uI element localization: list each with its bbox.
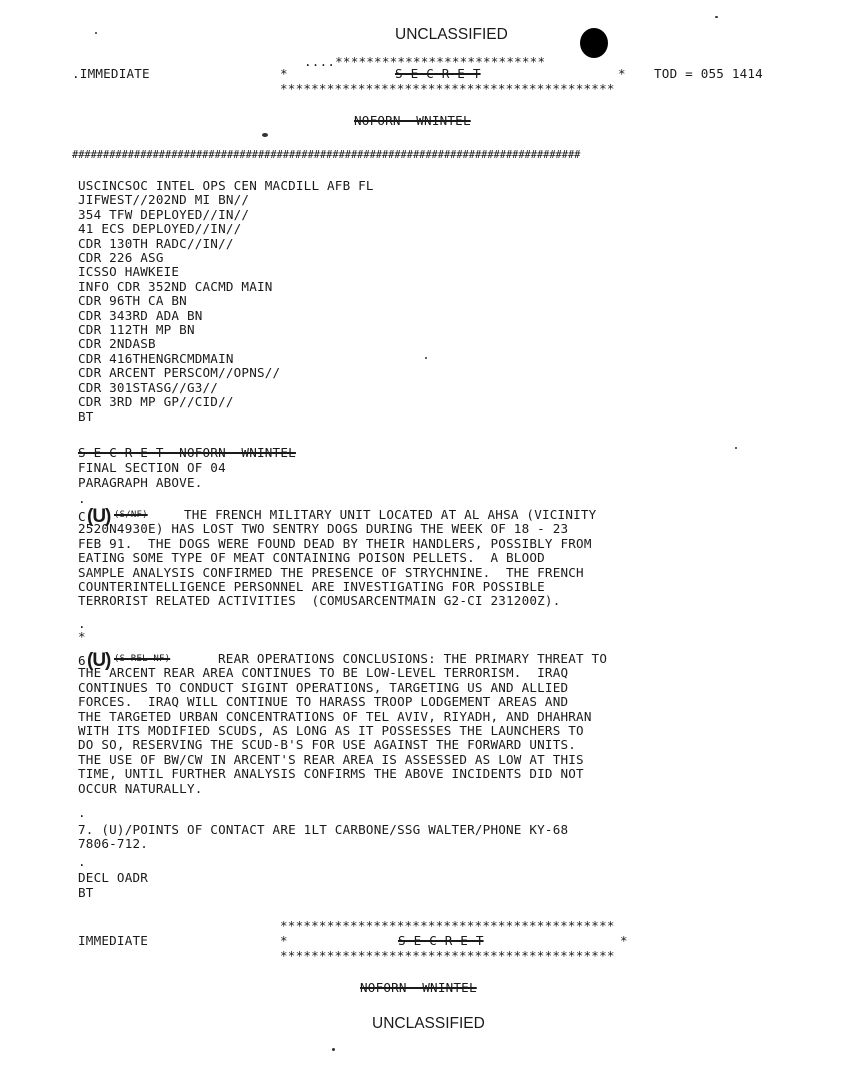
header-stars-bottom: ******************************************* [280, 81, 615, 96]
addressee-line: CDR 416THENGRCMDMAIN [78, 350, 234, 366]
separator-star: * [78, 629, 86, 644]
addressee-line: ICSSO HAWKEIE [78, 264, 180, 280]
addressee-line: CDR 3RD MP GP//CID// [78, 394, 234, 410]
scan-speck [332, 1048, 335, 1051]
addressee-line: CDR 301STASG//G3// [78, 379, 219, 395]
paragraph-5 [78, 506, 597, 609]
addressee-line: CDR 226 ASG [78, 250, 164, 266]
secret-row-right: * [618, 66, 626, 81]
addressee-line: CDR ARCENT PERSCOM//OPNS// [78, 365, 281, 381]
addressee-line: INFO CDR 352ND CACMD MAIN [78, 278, 273, 294]
para6-line: THE ARCENT REAR AREA CONTINUES TO BE LOW-LEVEL TERRORISM. IRAQ [78, 665, 569, 681]
para6-line: THE TARGETED URBAN CONCENTRATIONS OF TEL AVIV, RIYADH, AND DHAHRAN [78, 708, 592, 724]
addressee-line: CDR 96TH CA BN [78, 293, 187, 309]
para5-line: FEB 91. THE DOGS WERE FOUND DEAD BY THEIR HANDLERS, POSSIBLY FROM [78, 535, 592, 551]
addressee-line: 354 TFW DEPLOYED//IN// [78, 206, 250, 222]
addressee-line: CDR 130TH RADC//IN// [78, 235, 234, 251]
section-line-2: PARAGRAPH ABOVE. [78, 475, 203, 490]
redaction-blot [580, 28, 608, 58]
para6-line: CONTINUES TO CONDUCT SIGINT OPERATIONS, TARGETING US AND ALLIED [78, 679, 569, 695]
separator-dot: . [78, 491, 86, 506]
classification-top: UNCLASSIFIED [395, 26, 508, 43]
para6-line: FORCES. IRAQ WILL CONTINUE TO HARASS TROOP LODGEMENT AREAS AND [78, 694, 569, 710]
para6-marking: (U) [87, 650, 111, 671]
scan-speck [95, 32, 97, 34]
secret-row-left: * [280, 66, 288, 81]
hash-divider: ################################################################################## [72, 149, 581, 161]
footer-secret-left: * [280, 933, 288, 948]
para6-line: REAR OPERATIONS CONCLUSIONS: THE PRIMARY THREAT TO [218, 651, 608, 666]
declassify-line: DECL OADR [78, 870, 149, 885]
break-marker-end: BT [78, 885, 94, 900]
para5-line: COUNTERINTELLIGENCE PERSONNEL ARE INVESTIGATING FOR POSSIBLE [78, 579, 545, 595]
para6-number: 6 [78, 653, 86, 668]
scan-speck [425, 357, 427, 359]
scan-speck [735, 447, 737, 449]
para5-line: EATING SOME TYPE OF MEAT CONTAINING POISON PELLETS. A BLOOD [78, 550, 545, 566]
addressee-list [78, 179, 374, 424]
precedence-top: .IMMEDIATE [72, 66, 150, 81]
para6-line: THE USE OF BW/CW IN ARCENT'S REAR AREA IS ASSESSED AS LOW AT THIS [78, 751, 584, 767]
para5-line: TERRORIST RELATED ACTIVITIES (COMUSARCENTMAIN G2-CI 231200Z). [78, 593, 561, 609]
para6-line: TIME, UNTIL FURTHER ANALYSIS CONFIRMS THE ABOVE INCIDENTS DID NOT [78, 766, 584, 782]
classification-bottom: UNCLASSIFIED [372, 1015, 485, 1032]
para5-struck-marking: (S/NF) [114, 510, 148, 520]
separator-dot: . [78, 805, 86, 820]
para5-line: SAMPLE ANALYSIS CONFIRMED THE PRESENCE OF STRYCHNINE. THE FRENCH [78, 564, 584, 580]
addressee-line: CDR 112TH MP BN [78, 322, 195, 338]
addressee-line: USCINCSOC INTEL OPS CEN MACDILL AFB FL [78, 178, 374, 193]
scan-speck [262, 133, 268, 137]
para6-line: DO SO, RESERVING THE SCUD-B'S FOR USE AGAINST THE FORWARD UNITS. [78, 737, 577, 753]
para5-marking: (U) [87, 506, 111, 527]
para6-line: OCCUR NATURALLY. [78, 780, 203, 796]
separator-dot: . [78, 854, 86, 869]
para7-line: 7. (U)/POINTS OF CONTACT ARE 1LT CARBONE/SSG WALTER/PHONE KY-68 [78, 822, 569, 837]
footer-stars-top: ******************************************* [280, 918, 615, 933]
addressee-line: 41 ECS DEPLOYED//IN// [78, 221, 242, 237]
secret-banner-bottom: S E C R E T [398, 933, 484, 948]
addressee-line: CDR 2NDASB [78, 336, 156, 352]
separator-dot: . [78, 616, 86, 631]
paragraph-6 [78, 650, 608, 796]
para5-prefix: C [78, 509, 86, 524]
caveat-struck-line: S E C R E T NOFORN WNINTEL [78, 445, 296, 460]
time-of-delivery: TOD = 055 1414 [654, 66, 763, 81]
para6-struck-marking: (S REL NF) [114, 654, 171, 664]
addressee-line: CDR 343RD ADA BN [78, 307, 203, 323]
para6-line: WITH ITS MODIFIED SCUDS, AS LONG AS IT POSSESSES THE LAUNCHERS TO [78, 723, 584, 739]
scan-speck [715, 16, 718, 18]
para7-line: 7806-712. [78, 836, 149, 852]
footer-secret-right: * [620, 933, 628, 948]
addressee-line: JIFWEST//202ND MI BN// [78, 192, 250, 208]
para5-line: 2520N4930E) HAS LOST TWO SENTRY DOGS DURING THE WEEK OF 18 - 23 [78, 521, 569, 537]
header-stars-top: ....*************************** [304, 54, 546, 69]
noforn-caveat-bottom: NOFORN WNINTEL [360, 980, 477, 995]
break-marker: BT [78, 408, 94, 424]
precedence-bottom: IMMEDIATE [78, 933, 149, 948]
paragraph-7 [78, 823, 568, 852]
section-line-1: FINAL SECTION OF 04 [78, 460, 226, 475]
footer-stars-bottom: ******************************************* [280, 948, 615, 963]
secret-banner-top: S E C R E T [395, 66, 481, 81]
noforn-caveat-top: NOFORN WNINTEL [354, 113, 471, 128]
para5-line: THE FRENCH MILITARY UNIT LOCATED AT AL AHSA (VICINITY [184, 507, 597, 522]
